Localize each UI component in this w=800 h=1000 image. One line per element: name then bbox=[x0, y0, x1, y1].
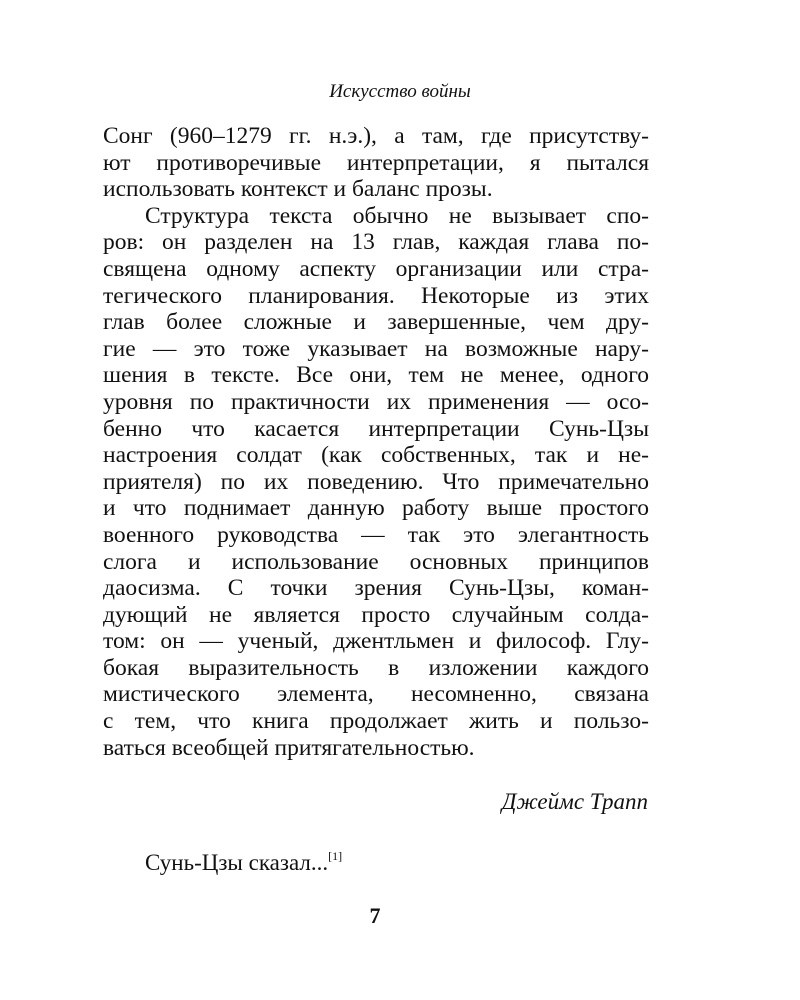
text-line: уровня по практичности их применения — осо- bbox=[103, 388, 649, 415]
page-number: 7 bbox=[369, 903, 381, 928]
author-signature: Джеймс Трапп bbox=[501, 789, 648, 814]
text-line: мистического элемента, несомненно, связана bbox=[103, 681, 649, 708]
text-line: настроения солдат (как собственных, так и не- bbox=[103, 442, 649, 469]
text-line: глав более сложные и завершенные, чем дру- bbox=[103, 309, 649, 336]
text-line: шения в тексте. Все они, тем не менее, одного bbox=[103, 362, 649, 389]
body-text bbox=[103, 123, 649, 761]
text-line: даосизма. С точки зрения Сунь-Цзы, коман- bbox=[103, 575, 649, 602]
text-line: Структура текста обычно не вызывает спо- bbox=[145, 202, 649, 229]
text-line: бокая выразительность в изложении каждого bbox=[103, 654, 649, 681]
text-line: военного руководства — так это элегантность bbox=[103, 521, 649, 548]
text-line: приятеля) по их поведению. Что примечательно bbox=[103, 468, 649, 495]
text-line: использовать контекст и баланс прозы. bbox=[103, 176, 493, 203]
chapter-intro-text: Сунь-Цзы сказал... bbox=[145, 850, 329, 875]
text-line: слога и использование основных принципов bbox=[103, 548, 649, 575]
text-line: ров: он разделен на 13 глав, каждая глава по- bbox=[103, 229, 649, 256]
footnote-reference[interactable]: [1] bbox=[328, 849, 343, 863]
text-line: тегического планирования. Некоторые из этих bbox=[103, 282, 649, 309]
text-line: Сонг (960–1279 гг. н.э.), а там, где присутству- bbox=[103, 123, 649, 149]
text-line: с тем, что книга продолжает жить и пользо- bbox=[103, 708, 649, 735]
text-line: том: он — ученый, джентльмен и философ. Глу- bbox=[103, 628, 649, 655]
text-line: гие — это тоже указывает на возможные нару- bbox=[103, 335, 649, 362]
chapter-intro bbox=[145, 842, 342, 877]
text-line: ваться всеобщей притягательностью. bbox=[103, 734, 475, 761]
running-header: Искусство войны bbox=[329, 81, 471, 102]
text-line: священа одному аспекту организации или стра- bbox=[103, 255, 649, 282]
text-line: и что поднимает данную работу выше простого bbox=[103, 495, 649, 522]
text-line: дующий не является просто случайным солда- bbox=[103, 601, 649, 628]
text-line: ют противоречивые интерпретации, я пытался bbox=[103, 149, 649, 176]
text-line: бенно что касается интерпретации Сунь-Цзы bbox=[103, 415, 649, 442]
